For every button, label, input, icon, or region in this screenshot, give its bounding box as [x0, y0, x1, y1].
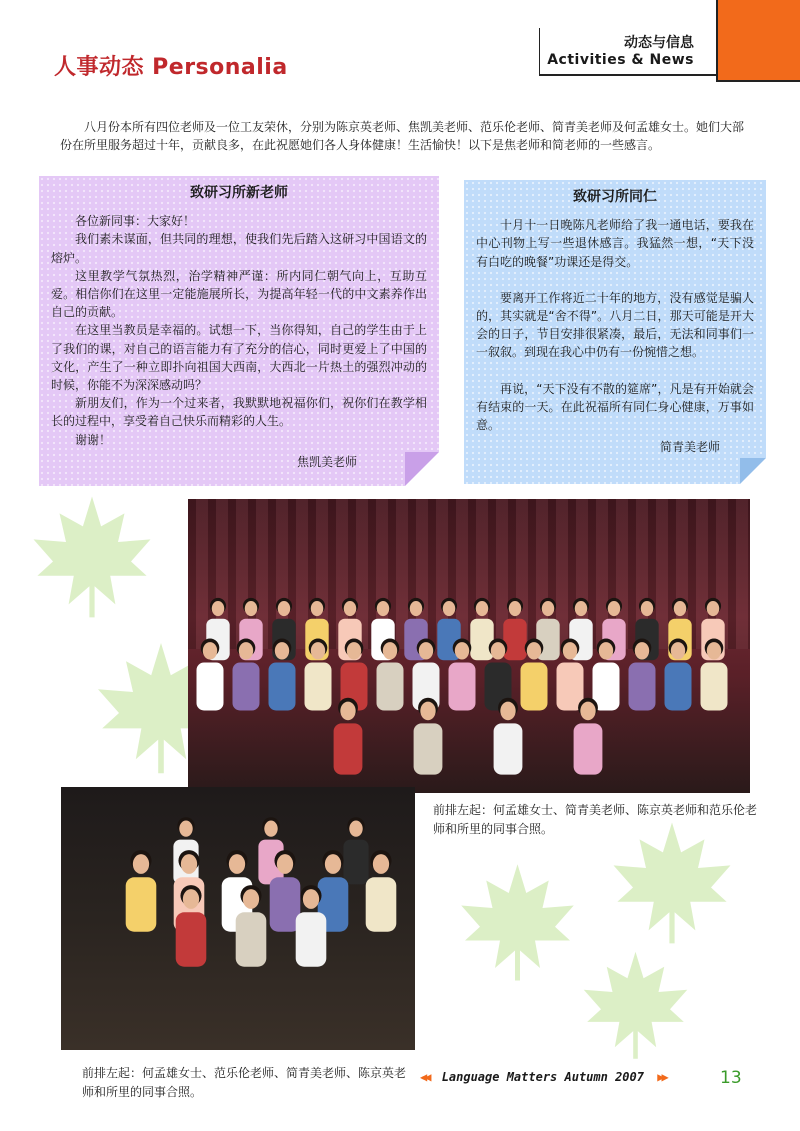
person-face [674, 601, 686, 616]
page-title: 人事动态 Personalia [54, 55, 288, 80]
person-body [503, 619, 526, 661]
arrow-left-icon: ◀◀ [420, 1070, 429, 1084]
arrow-right-icon: ▶▶ [657, 1070, 666, 1084]
page-curl-decoration [740, 458, 766, 484]
person-face [203, 642, 217, 659]
person-face [420, 702, 435, 721]
person-face [500, 702, 515, 721]
letter-paragraph: 谢谢！ [75, 432, 112, 447]
person-face [635, 642, 649, 659]
person-face [707, 601, 719, 616]
person-face [347, 642, 361, 659]
person-face [419, 642, 433, 659]
group-photo-small [61, 787, 415, 1050]
person-body [414, 723, 443, 774]
maple-leaf-icon [22, 490, 162, 620]
letter-paragraph: 要离开工作将近二十年的地方，没有感觉是骗人的，其实就是“舍不得”。八月二日，那天可能是开大会的日子，节目安排很紧凑，最后，无法和同事们一一叙叙。到现在我心中仍有一份惋惜之想。 [476, 290, 754, 360]
person-face [303, 889, 319, 909]
person-face [608, 601, 620, 616]
person-body [296, 912, 327, 966]
person-face [443, 601, 455, 616]
person-body [574, 723, 603, 774]
publication-title: Language Matters Autumn 2007 [441, 1070, 644, 1084]
person-face [325, 854, 341, 874]
person-face [229, 854, 245, 874]
person-body [449, 663, 476, 711]
person-body [470, 619, 493, 661]
intro-paragraph: 八月份本所有四位老师及一位工友荣休，分别为陈京英老师、焦凯美老师、范乐伦老师、简青美老师及何孟雄女士。她们大部份在所里服务超过十年，贡献良多，在此祝愿她们各人身体健康！生活愉快！以下是焦老师和简老师的一些感言。 [60, 120, 745, 152]
person-face [707, 642, 721, 659]
person-face [410, 601, 422, 616]
letter-title: 致研习所同仁 [573, 189, 657, 205]
photo-caption-small: 前排左起：何孟雄女士、范乐伦老师、简青美老师、陈京英老师和所里的同事合照。 [82, 1066, 407, 1099]
group-photo-large [188, 499, 750, 793]
person-body [521, 663, 548, 711]
letter-paragraph: 新朋友们，作为一个过来者，我默默地祝福你们，祝你们在教学相长的过程中，享受着自己快乐而精彩的人生。 [51, 396, 427, 429]
person-body [126, 877, 157, 931]
letter-paragraph: 我们素未谋面，但共同的理想，使我们先后踏入这研习中国语文的熔炉。 [51, 232, 427, 265]
person-face [641, 601, 653, 616]
person-face [277, 854, 293, 874]
person-face [377, 601, 389, 616]
person-body [236, 912, 267, 966]
person-body [366, 877, 397, 931]
group-photo-people [61, 787, 415, 1050]
person-face [383, 642, 397, 659]
person-body [665, 663, 692, 711]
person-face [527, 642, 541, 659]
letter-title: 致研习所新老师 [190, 185, 288, 201]
page-curl-decoration [405, 452, 439, 486]
letter-paragraph: 在这里当教员是幸福的。试想一下，当你得知，自己的学生由于上了我们的课，对自己的语言能力有了充分的信心，同时更爱上了中国的文化，产生了一种立即扑向祖国大西南，大西北一片热土的强烈冲动的时候，你能不为深深感动吗？ [51, 323, 427, 393]
person-face [349, 821, 362, 837]
footer-publication [420, 1070, 666, 1084]
person-face [373, 854, 389, 874]
letter-box-colleagues [464, 180, 766, 484]
person-face [455, 642, 469, 659]
letter-box-new-teachers [39, 176, 439, 486]
person-body [701, 663, 728, 711]
person-body [197, 663, 224, 711]
person-face [599, 642, 613, 659]
person-body [305, 663, 332, 711]
person-face [311, 642, 325, 659]
person-body [494, 723, 523, 774]
person-face [245, 601, 257, 616]
person-face [239, 642, 253, 659]
person-face [264, 821, 277, 837]
photo-caption-large: 前排左起：何孟雄女士、简青美老师、陈京英老师和范乐伦老师和所里的同事合照。 [433, 803, 758, 836]
person-face [340, 702, 355, 721]
person-face [311, 601, 323, 616]
person-face [509, 601, 521, 616]
person-face [542, 601, 554, 616]
person-body [176, 912, 207, 966]
letter-paragraph: 再说，“天下没有不散的筵席”，凡是有开始就会有结束的一天。在此祝福所有同仁身心健康，万事如意。 [476, 381, 754, 433]
person-face [580, 702, 595, 721]
person-body [233, 663, 260, 711]
person-face [212, 601, 224, 616]
orange-corner-block [716, 0, 800, 82]
person-face [476, 601, 488, 616]
letter-paragraph: 这里教学气氛热烈，治学精神严谨：所内同仁朝气向上，互助互爱。相信你们在这里一定能施展所长，为提高年轻一代的中文素养作出自己的贡献。 [51, 268, 427, 320]
letter-signature: 焦凯美老师 [296, 454, 357, 469]
maple-leaf-icon [455, 858, 580, 983]
person-body [269, 663, 296, 711]
person-face [278, 601, 290, 616]
person-face [275, 642, 289, 659]
section-title-chinese: 动态与信息 [624, 35, 694, 51]
person-body [629, 663, 656, 711]
person-face [181, 854, 197, 874]
person-face [243, 889, 259, 909]
person-face [491, 642, 505, 659]
maple-leaf-icon [573, 946, 698, 1061]
person-face [563, 642, 577, 659]
letter-paragraph: 十月十一日晚陈凡老师给了我一通电话，要我在中心刊物上写一些退休感言。我猛然一想，“天下没有白吃的晚餐”功课还是得交。 [476, 218, 754, 269]
person-body [343, 840, 368, 885]
person-face [575, 601, 587, 616]
person-face [133, 854, 149, 874]
letter-paragraph: 各位新同事：大家好！ [75, 214, 196, 229]
section-title-english: Activities & News [547, 52, 694, 68]
person-face [344, 601, 356, 616]
group-photo-people [188, 499, 750, 793]
person-body [377, 663, 404, 711]
letter-signature: 简青美老师 [659, 440, 720, 455]
person-face [671, 642, 685, 659]
person-body [334, 723, 363, 774]
person-face [179, 821, 192, 837]
page-number: 13 [720, 1068, 742, 1088]
person-face [183, 889, 199, 909]
